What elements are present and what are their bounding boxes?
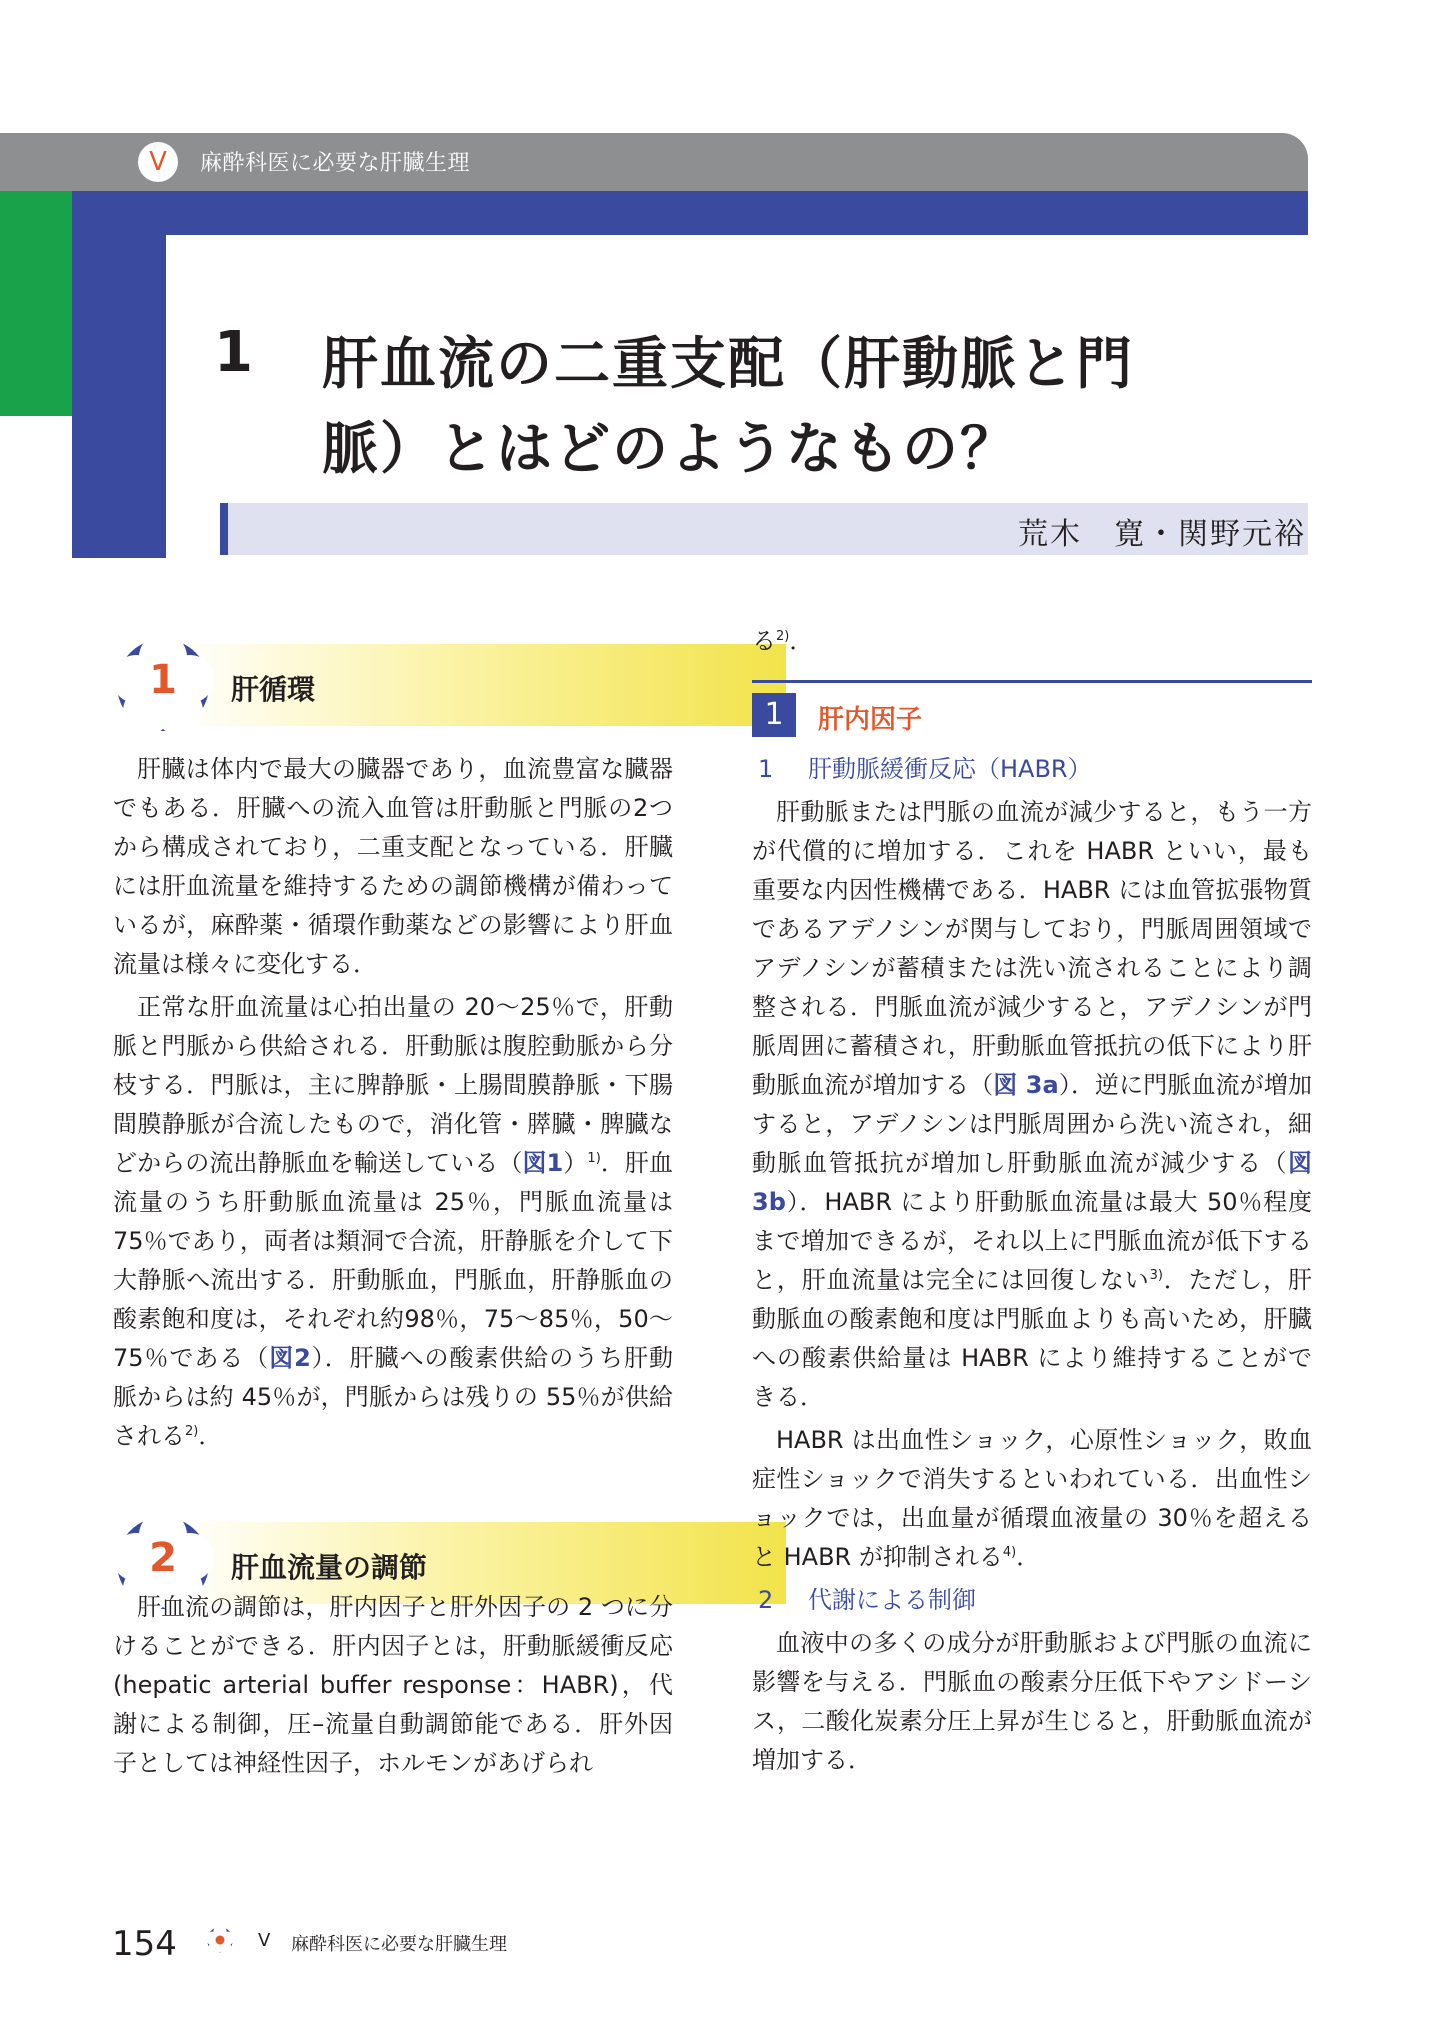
heading-label: 代謝による制御 [808,1586,976,1614]
header-blue-side [72,191,166,558]
text-run: HABR は出血性ショック，心原性ショック，敗血症性ショックで消失するといわれている．出血性ショックでは，出血量が循環血液量の 30％を超えると HABR が抑制される [752,1426,1312,1571]
header-gray-band [0,133,1308,191]
text-run: る [752,627,776,655]
figure-ref[interactable]: 図 3a [993,1071,1059,1099]
text-run: 正常な肝血流量は心拍出量の 20〜25％で，肝動脈と門脈から供給される．肝動脈は腹腔動脈から分枝する．門脈は，主に脾静脈・上腸間膜静脈・下腸間膜静脈が合流したもので，消化管・膵臓・脾臓などからの流出静脈血を輸送している（ [113,993,673,1177]
section-spacer [113,1460,673,1588]
header-blue-band [72,191,1308,235]
subsection-label: 肝内因子 [818,705,923,735]
section-number: 1 [149,657,177,703]
heading-label: 肝動脈緩衝反応（HABR） [808,755,1092,783]
section-label: 肝循環 [231,673,316,706]
heading-metabolic [752,1581,1312,1620]
flower-emblem-icon [206,1926,234,1954]
figure-ref[interactable]: 図1 [522,1149,564,1177]
text-run: ． [789,627,814,655]
footer-section-title: 麻酔科医に必要な肝臓生理 [291,1934,507,1955]
heading-number: 2 [758,1586,774,1614]
paragraph: 血液中の多くの成分が肝動脈および門脈の血流に影響を与える．門脈血の酸素分圧低下やアシドーシス，二酸化炭素分圧上昇が生じると，肝動脈血流が増加する． [752,1629,1312,1774]
left-column [113,750,673,1787]
text-run: ．肝血流量のうち肝動脈血流量は 25％，門脈血流量は 75％であり，両者は類洞で合流，肝静脈を介して下大静脈へ流出する．肝動脈血，門脈血，肝静脈血の酸素飽和度は，それぞれ約98％，75〜85％，50〜75％である（ [113,1149,674,1372]
author-bar-accent [220,503,228,555]
section-badge: V [138,142,178,182]
continuation-line [752,622,1312,661]
citation: 4) [1002,1545,1017,1560]
right-column [752,750,1312,1784]
heading-habr [752,750,1312,789]
text-run: ．ただし，肝動脈血の酸素飽和度は門脈血よりも高いため，肝臓への酸素供給量は HABR により維持することができる． [752,1266,1313,1411]
heading-number: 1 [758,755,774,783]
citation: 3) [1149,1268,1163,1283]
citation: 1) [587,1151,601,1166]
chapter-number: 1 [214,320,253,385]
text-run: ． [198,1422,223,1450]
section-label: 肝血流量の調節 [231,1551,428,1584]
paragraph: 肝臓は体内で最大の臓器であり，血流豊富な臓器でもある．肝臓への流入血管は肝動脈と門脈の2つから構成されており，二重支配となっている．肝臓には肝血流量を維持するための調節機構が備わっているが，麻酔薬・循環作動薬などの影響により肝血流量は様々に変化する． [113,755,673,978]
paragraph [752,1421,1312,1577]
paragraph [752,793,1312,1417]
citation: 2) [776,629,790,644]
text-run: ）．逆に門脈血流が増加すると，アデノシンは門脈周囲から洗い流され，細動脈血管抵抗が増加し肝動脈血流が減少する（ [752,1071,1313,1177]
subsection-number: 1 [752,693,796,737]
figure-ref[interactable]: 図2 [269,1344,311,1372]
section-title: 麻酔科医に必要な肝臓生理 [200,151,471,176]
text-run: ）．HABR により肝動脈血流量は最大 50％程度まで増加できるが，それ以上に門脈血流が低下すると，肝血流量は完全には回復しない [752,1188,1312,1294]
paragraph: 肝血流の調節は，肝内因子と肝外因子の 2 つに分けることができる．肝内因子とは，肝動脈緩衝反応(hepatic arterial buffer response：HABR)，代謝による制御，圧–流量自動調節能である．肝外因子としては神経性因子，ホルモンがあげられ [113,1593,673,1777]
text-run: 肝動脈または門脈の血流が減少すると，もう一方が代償的に増加する．これを HABR といい，最も重要な内因性機構である．HABR には血管拡張物質であるアデノシンが関与しており，門脈周囲領域でアデノシンが蓄積または洗い流されることにより調整される．門脈血流が減少すると，アデノシンが門脈周囲に蓄積され，肝動脈血管抵抗の低下により肝動脈血流が増加する（ [752,798,1312,1099]
footer-section: V [258,1930,271,1951]
citation: 2) [185,1424,199,1439]
authors: 荒木 寛・関野元裕 [1018,517,1306,552]
figure-ref[interactable]: 図 3b [752,1149,1312,1216]
subsection-head [752,680,1312,737]
section-head-1 [113,635,673,735]
paragraph: 正常な肝血流量は心拍出量の 20〜25％で，肝動脈と門脈から供給される．肝動脈は腹腔動脈から分枝する．門脈は，主に脾静脈・上腸間膜静脈・下腸間膜静脈が合流したもので，消化管・膵臓・脾臓などからの流出静脈血を輸送している（図1）$^{1)}$．肝血流量のうち肝動脈血流量は 25％，門脈血流量は 75％であり，両者は類洞で合流，肝静脈を介して下大静脈へ流出する．肝動脈血，門脈血，肝静脈血の酸素飽和度は，それぞれ約98％，75〜85％，50〜75％である（図2）．肝臓への酸素供給のうち肝動脈からは約 45％が，門脈からは残りの 55％が供給される$^{2)}$． [113,993,674,1450]
section-number: 2 [149,1535,177,1581]
page-number: 154 [112,1924,177,1964]
chapter-title-line2: 脈）とはどのようなもの？ [322,417,1018,482]
text-run: ）．肝臓への酸素供給のうち肝動脈からは約 45％が，門脈からは残りの 55％が供給される [113,1344,674,1450]
chapter-title-line1: 肝血流の二重支配（肝動脈と門 [322,332,1134,397]
text-run: ． [1016,1543,1041,1571]
